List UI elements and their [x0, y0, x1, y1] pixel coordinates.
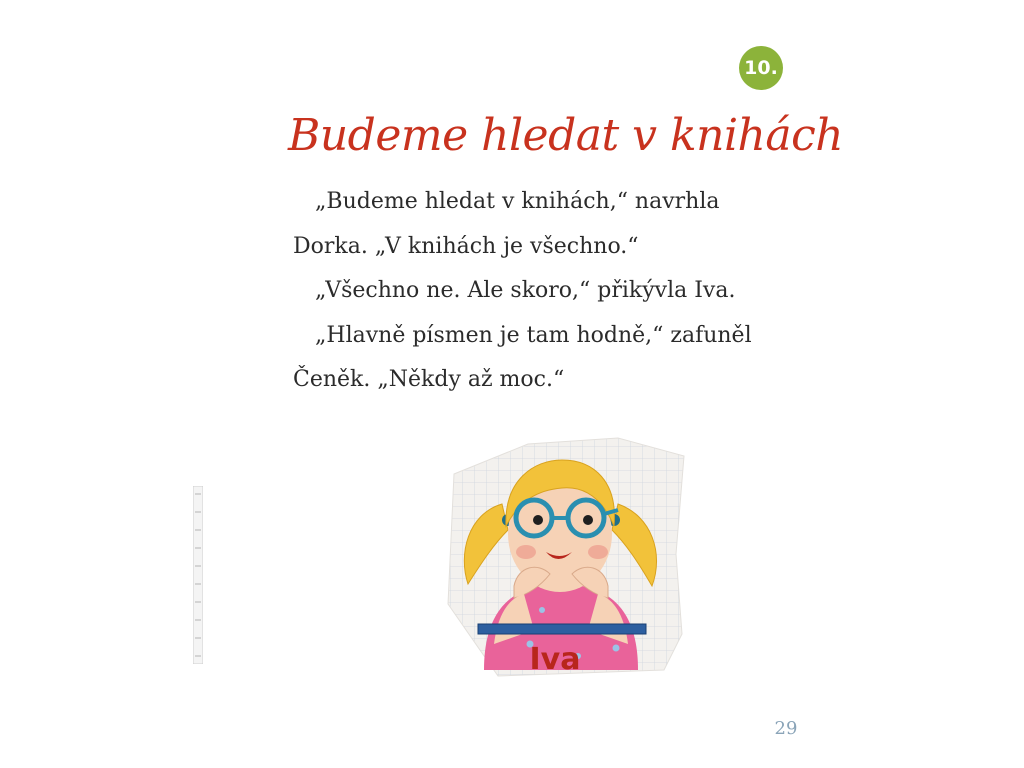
story-line: „Všechno ne. Ale skoro,“ přikývla Iva. — [315, 278, 736, 303]
iva-label: Iva — [529, 642, 581, 677]
chapter-title: Budeme hledat v knihách — [288, 110, 844, 161]
chapter-number-badge: 10. — [739, 46, 783, 90]
story-line: „Hlavně písmen je tam hodně,“ zafuněl — [315, 322, 752, 348]
story-line: „Budeme hledat v knihách,“ navrhla — [315, 189, 720, 214]
story-line: Dorka. „V knihách je všechno.“ — [293, 233, 639, 259]
page-number: 29 — [774, 718, 798, 739]
ruler-strip — [193, 486, 203, 664]
story-line: Čeněk. „Někdy až moc.“ — [293, 367, 565, 392]
story-text — [293, 180, 813, 403]
